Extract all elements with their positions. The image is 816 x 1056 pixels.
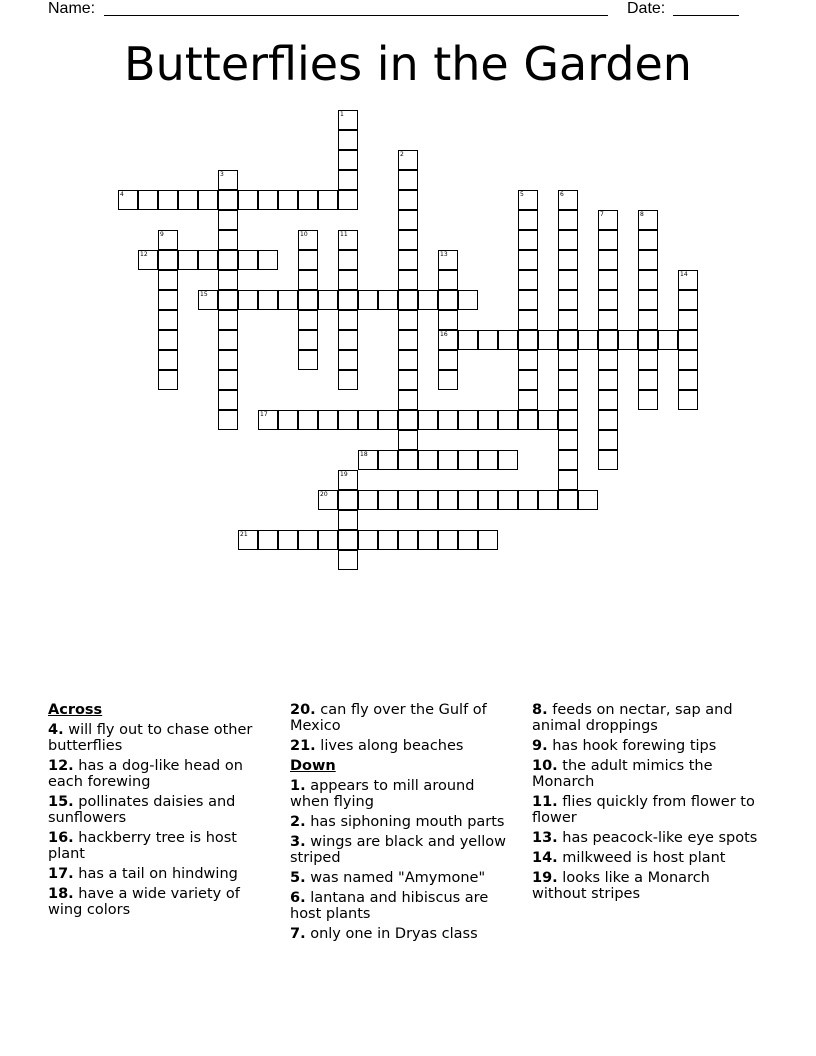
grid-cell[interactable] [258,250,278,270]
grid-cell[interactable] [678,330,698,350]
clue-number-label: 18. [48,886,74,902]
grid-cell[interactable] [638,250,658,270]
grid-cell[interactable] [278,290,298,310]
grid-cell[interactable] [598,270,618,290]
clue-number: 15 [200,291,208,298]
grid-cell[interactable] [418,450,438,470]
clue-column-3 [532,702,760,906]
grid-cell[interactable] [558,410,578,430]
grid-cell[interactable] [158,190,178,210]
grid-cell[interactable] [478,490,498,510]
grid-cell[interactable] [478,330,498,350]
clue-number-label: 6. [290,890,306,906]
grid-cell[interactable] [678,310,698,330]
clue-number: 21 [240,531,248,538]
grid-cell[interactable] [438,370,458,390]
grid-cell[interactable] [158,350,178,370]
grid-cell[interactable] [518,270,538,290]
grid-cell[interactable] [438,270,458,290]
clue-text: only one in Dryas class [305,926,478,942]
clue-text: was named "Amymone" [305,870,486,886]
grid-cell[interactable] [638,390,658,410]
grid-cell[interactable] [338,270,358,290]
clue-item [290,870,518,886]
grid-cell[interactable] [458,290,478,310]
grid-cell[interactable] [218,350,238,370]
grid-cell[interactable] [558,250,578,270]
clue-number: 16 [440,331,448,338]
grid-cell[interactable] [598,410,618,430]
grid-cell[interactable] [158,310,178,330]
grid-cell[interactable] [518,370,538,390]
grid-cell[interactable] [638,310,658,330]
grid-cell[interactable] [298,190,318,210]
grid-cell[interactable] [558,470,578,490]
grid-cell[interactable] [598,370,618,390]
grid-cell[interactable] [298,350,318,370]
grid-cell[interactable] [298,310,318,330]
grid-cell[interactable] [398,350,418,370]
grid-cell[interactable] [258,530,278,550]
clue-item [290,702,518,734]
grid-cell[interactable] [558,290,578,310]
grid-cell[interactable] [478,450,498,470]
grid-cell[interactable] [218,330,238,350]
grid-cell[interactable] [638,370,658,390]
grid-cell[interactable] [558,450,578,470]
clue-number-label: 20. [290,702,316,718]
grid-cell[interactable] [278,530,298,550]
grid-cell[interactable] [518,290,538,310]
grid-cell[interactable] [598,210,618,230]
grid-cell[interactable] [338,370,358,390]
grid-cell[interactable] [338,110,358,130]
clue-item [48,866,276,882]
grid-cell[interactable] [238,290,258,310]
grid-cell[interactable] [558,370,578,390]
grid-cell[interactable] [218,250,238,270]
clue-number-label: 21. [290,738,316,754]
grid-cell[interactable] [458,490,478,510]
grid-cell[interactable] [518,210,538,230]
across-heading: Across [48,702,103,718]
grid-cell[interactable] [358,290,378,310]
grid-cell[interactable] [518,490,538,510]
clue-item [532,794,760,826]
grid-cell[interactable] [478,410,498,430]
grid-cell[interactable] [658,330,678,350]
clue-number: 7 [600,211,604,218]
grid-cell[interactable] [218,410,238,430]
grid-cell[interactable] [378,490,398,510]
grid-cell[interactable] [358,450,378,470]
grid-cell[interactable] [338,290,358,310]
grid-cell[interactable] [338,350,358,370]
grid-cell[interactable] [358,530,378,550]
grid-cell[interactable] [338,410,358,430]
grid-cell[interactable] [438,350,458,370]
clue-number: 12 [140,251,148,258]
clue-number: 19 [340,471,348,478]
grid-cell[interactable] [298,270,318,290]
clue-number: 2 [400,151,404,158]
grid-cell[interactable] [598,450,618,470]
grid-cell[interactable] [318,190,338,210]
clue-number-label: 7. [290,926,306,942]
grid-cell[interactable] [298,250,318,270]
clue-item [290,890,518,922]
grid-cell[interactable] [238,250,258,270]
grid-cell[interactable] [538,410,558,430]
grid-cell[interactable] [618,330,638,350]
clue-text: has peacock-like eye spots [557,830,758,846]
grid-cell[interactable] [358,490,378,510]
clue-item [290,814,518,830]
grid-cell[interactable] [178,190,198,210]
grid-cell[interactable] [318,410,338,430]
clue-text: has siphoning mouth parts [305,814,505,830]
clue-item [290,834,518,866]
clue-text: looks like a Monarch without stripes [532,870,710,902]
grid-cell[interactable] [638,350,658,370]
grid-cell[interactable] [278,190,298,210]
grid-cell[interactable] [138,250,158,270]
grid-cell[interactable] [578,490,598,510]
grid-cell[interactable] [598,390,618,410]
clue-text: flies quickly from flower to flower [532,794,755,826]
clue-item [48,758,276,790]
grid-cell[interactable] [558,330,578,350]
grid-cell[interactable] [218,370,238,390]
grid-cell[interactable] [438,310,458,330]
clue-number-label: 11. [532,794,558,810]
clue-item [290,778,518,810]
grid-cell[interactable] [158,290,178,310]
clue-text: lives along beaches [315,738,464,754]
grid-cell[interactable] [338,310,358,330]
grid-cell[interactable] [418,490,438,510]
grid-cell[interactable] [558,350,578,370]
grid-cell[interactable] [418,530,438,550]
clue-text: has a dog-like head on each forewing [48,758,243,790]
clue-item [532,830,760,846]
clue-text: have a wide variety of wing colors [48,886,240,918]
grid-cell[interactable] [638,210,658,230]
grid-cell[interactable] [358,410,378,430]
grid-cell[interactable] [438,330,458,350]
clue-text: can fly over the Gulf of Mexico [290,702,487,734]
grid-cell[interactable] [678,290,698,310]
clue-text: has a tail on hindwing [73,866,238,882]
grid-cell[interactable] [518,330,538,350]
grid-cell[interactable] [158,250,178,270]
clue-number: 9 [160,231,164,238]
clue-item [532,702,760,734]
clue-number: 17 [260,411,268,418]
grid-cell[interactable] [638,230,658,250]
grid-cell[interactable] [198,190,218,210]
clue-item [48,794,276,826]
grid-cell[interactable] [378,290,398,310]
grid-cell[interactable] [298,290,318,310]
grid-cell[interactable] [218,310,238,330]
clue-item [48,830,276,862]
grid-cell[interactable] [398,230,418,250]
grid-cell[interactable] [218,170,238,190]
grid-cell[interactable] [338,230,358,250]
grid-cell[interactable] [678,370,698,390]
clue-number-label: 3. [290,834,306,850]
clue-text: will fly out to chase other butterflies [48,722,253,754]
grid-cell[interactable] [398,290,418,310]
clue-number: 8 [640,211,644,218]
grid-cell[interactable] [118,190,138,210]
grid-cell[interactable] [538,330,558,350]
grid-cell[interactable] [338,490,358,510]
grid-cell[interactable] [558,390,578,410]
clue-item [290,738,518,754]
clue-column-2 [290,702,518,946]
grid-cell[interactable] [438,410,458,430]
clue-text: milkweed is host plant [557,850,726,866]
grid-cell[interactable] [398,270,418,290]
grid-cell[interactable] [338,250,358,270]
grid-cell[interactable] [158,270,178,290]
grid-cell[interactable] [518,310,538,330]
clue-number: 3 [220,171,224,178]
grid-cell[interactable] [498,330,518,350]
clue-text: appears to mill around when flying [290,778,475,810]
clue-text: pollinates daisies and sunflowers [48,794,236,826]
grid-cell[interactable] [398,370,418,390]
grid-cell[interactable] [178,250,198,270]
grid-cell[interactable] [558,430,578,450]
grid-cell[interactable] [498,410,518,430]
grid-cell[interactable] [638,290,658,310]
grid-cell[interactable] [318,290,338,310]
clue-item [532,738,760,754]
grid-cell[interactable] [298,230,318,250]
grid-cell[interactable] [338,530,358,550]
grid-cell[interactable] [518,190,538,210]
grid-cell[interactable] [318,490,338,510]
clue-number-label: 8. [532,702,548,718]
grid-cell[interactable] [518,250,538,270]
clue-number: 18 [360,451,368,458]
grid-cell[interactable] [198,290,218,310]
grid-cell[interactable] [338,330,358,350]
grid-cell[interactable] [598,430,618,450]
grid-cell[interactable] [298,410,318,430]
grid-cell[interactable] [398,310,418,330]
grid-cell[interactable] [238,530,258,550]
grid-cell[interactable] [338,470,358,490]
clue-text: the adult mimics the Monarch [532,758,713,790]
grid-cell[interactable] [638,330,658,350]
grid-cell[interactable] [158,330,178,350]
clue-item [48,886,276,918]
grid-cell[interactable] [538,490,558,510]
grid-cell[interactable] [578,330,598,350]
grid-cell[interactable] [398,150,418,170]
clue-number: 6 [560,191,564,198]
grid-cell[interactable] [518,350,538,370]
grid-cell[interactable] [258,190,278,210]
grid-cell[interactable] [598,310,618,330]
grid-cell[interactable] [598,290,618,310]
clue-number: 5 [520,191,524,198]
grid-cell[interactable] [378,450,398,470]
grid-cell[interactable] [218,290,238,310]
clue-number: 10 [300,231,308,238]
grid-cell[interactable] [158,370,178,390]
clue-item [532,870,760,902]
grid-cell[interactable] [398,430,418,450]
grid-cell[interactable] [638,270,658,290]
grid-cell[interactable] [678,350,698,370]
grid-cell[interactable] [258,290,278,310]
grid-cell[interactable] [438,490,458,510]
grid-cell[interactable] [218,270,238,290]
grid-cell[interactable] [598,350,618,370]
clue-column-1 [48,702,276,922]
grid-cell[interactable] [398,490,418,510]
clue-number-label: 10. [532,758,558,774]
grid-cell[interactable] [238,190,258,210]
grid-cell[interactable] [678,270,698,290]
grid-cell[interactable] [158,230,178,250]
grid-cell[interactable] [398,170,418,190]
clue-text: hackberry tree is host plant [48,830,237,862]
grid-cell[interactable] [438,250,458,270]
grid-cell[interactable] [438,450,458,470]
grid-cell[interactable] [278,410,298,430]
grid-cell[interactable] [338,130,358,150]
grid-cell[interactable] [438,290,458,310]
grid-cell[interactable] [338,550,358,570]
down-heading: Down [290,758,336,774]
grid-cell[interactable] [398,450,418,470]
grid-cell[interactable] [458,330,478,350]
grid-cell[interactable] [558,190,578,210]
grid-cell[interactable] [678,390,698,410]
name-label: Name: [48,0,96,17]
clue-number-label: 12. [48,758,74,774]
grid-cell[interactable] [558,490,578,510]
clue-number: 20 [320,491,328,498]
grid-cell[interactable] [478,530,498,550]
grid-cell[interactable] [518,390,538,410]
grid-cell[interactable] [558,310,578,330]
date-label: Date: [627,0,666,17]
clue-text: has hook forewing tips [547,738,717,754]
clue-text: wings are black and yellow striped [290,834,506,866]
grid-cell[interactable] [518,410,538,430]
clue-number-label: 19. [532,870,558,886]
clue-number-label: 17. [48,866,74,882]
grid-cell[interactable] [558,270,578,290]
grid-cell[interactable] [458,410,478,430]
grid-cell[interactable] [558,210,578,230]
grid-cell[interactable] [598,250,618,270]
grid-cell[interactable] [518,230,538,250]
clue-item [532,850,760,866]
clue-number-label: 14. [532,850,558,866]
grid-cell[interactable] [418,290,438,310]
grid-cell[interactable] [498,490,518,510]
grid-cell[interactable] [138,190,158,210]
clue-number-label: 9. [532,738,548,754]
grid-cell[interactable] [498,450,518,470]
grid-cell[interactable] [298,530,318,550]
grid-cell[interactable] [458,530,478,550]
clue-number-label: 16. [48,830,74,846]
grid-cell[interactable] [398,390,418,410]
clue-item [290,926,518,942]
grid-cell[interactable] [438,530,458,550]
clue-text: lantana and hibiscus are host plants [290,890,489,922]
grid-cell[interactable] [218,190,238,210]
clue-text: feeds on nectar, sap and animal droppings [532,702,733,734]
grid-cell[interactable] [338,190,358,210]
grid-cell[interactable] [378,530,398,550]
grid-cell[interactable] [338,170,358,190]
clue-number: 11 [340,231,348,238]
grid-cell[interactable] [338,150,358,170]
clue-number: 1 [340,111,344,118]
clue-number-label: 4. [48,722,64,738]
grid-cell[interactable] [198,250,218,270]
grid-cell[interactable] [398,210,418,230]
grid-cell[interactable] [378,410,398,430]
grid-cell[interactable] [458,450,478,470]
grid-cell[interactable] [398,190,418,210]
grid-cell[interactable] [558,230,578,250]
grid-cell[interactable] [398,250,418,270]
grid-cell[interactable] [218,230,238,250]
grid-cell[interactable] [598,230,618,250]
clue-number-label: 1. [290,778,306,794]
clue-item [532,758,760,790]
grid-cell[interactable] [258,410,278,430]
grid-cell[interactable] [398,410,418,430]
clue-number-label: 2. [290,814,306,830]
grid-cell[interactable] [598,330,618,350]
grid-cell[interactable] [298,330,318,350]
clue-number-label: 5. [290,870,306,886]
grid-cell[interactable] [338,510,358,530]
grid-cell[interactable] [398,530,418,550]
clue-number-label: 15. [48,794,74,810]
clue-item [48,722,276,754]
grid-cell[interactable] [218,390,238,410]
grid-cell[interactable] [318,530,338,550]
grid-cell[interactable] [218,210,238,230]
grid-cell[interactable] [418,410,438,430]
clue-number-label: 13. [532,830,558,846]
clue-number: 14 [680,271,688,278]
grid-cell[interactable] [398,330,418,350]
page-title: Butterflies in the Garden [124,37,692,91]
clue-number: 4 [120,191,124,198]
clue-number: 13 [440,251,448,258]
